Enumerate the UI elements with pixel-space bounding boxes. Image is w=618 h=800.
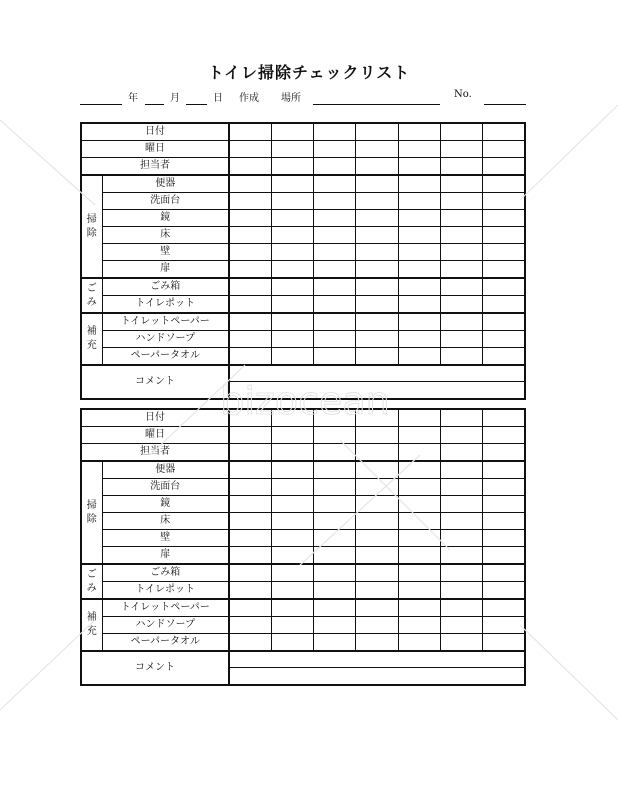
cell[interactable] [271, 582, 313, 600]
cell[interactable] [229, 513, 271, 530]
checklist-table-2 [80, 408, 526, 686]
cell[interactable] [356, 227, 398, 244]
cell[interactable] [356, 582, 398, 600]
place-field[interactable] [313, 89, 440, 105]
cell[interactable] [229, 244, 271, 261]
cell[interactable] [483, 227, 525, 244]
cell[interactable] [314, 193, 356, 210]
cell[interactable] [440, 496, 482, 513]
item-label: ハンドソープ [102, 617, 229, 634]
person-label: 担当者 [81, 444, 229, 462]
cell[interactable] [314, 599, 356, 617]
comment-label: コメント [81, 651, 229, 685]
cell[interactable] [271, 617, 313, 634]
cell[interactable] [229, 564, 271, 582]
table-row [81, 513, 525, 530]
weekday-row [81, 141, 525, 158]
cell[interactable] [483, 141, 525, 158]
cell[interactable] [356, 547, 398, 565]
cell[interactable] [440, 444, 482, 462]
supply-group-label: 補充 [81, 599, 102, 651]
day-field[interactable] [186, 89, 207, 105]
cell[interactable] [271, 210, 313, 227]
table-row [81, 530, 525, 547]
page-title: トイレ掃除チェックリスト [207, 63, 411, 82]
cell[interactable] [398, 210, 440, 227]
cell[interactable] [356, 348, 398, 366]
item-label: 床 [102, 227, 229, 244]
cell[interactable] [398, 564, 440, 582]
year-label: 年 [128, 93, 138, 104]
cell[interactable] [483, 461, 525, 479]
cell[interactable] [314, 444, 356, 462]
cell[interactable] [356, 261, 398, 279]
cell[interactable] [483, 409, 525, 427]
cell[interactable] [229, 175, 271, 193]
cell[interactable] [398, 634, 440, 652]
cell[interactable] [314, 479, 356, 496]
cell[interactable] [356, 444, 398, 462]
month-label: 月 [170, 93, 180, 104]
comment-field[interactable] [229, 651, 525, 685]
cell[interactable] [398, 530, 440, 547]
person-row [81, 444, 525, 462]
cell[interactable] [229, 158, 271, 176]
cell[interactable] [440, 461, 482, 479]
cell[interactable] [483, 348, 525, 366]
cell[interactable] [398, 244, 440, 261]
cell[interactable] [440, 244, 482, 261]
cell[interactable] [271, 193, 313, 210]
trash-group-label: ごみ [81, 278, 102, 313]
cell[interactable] [398, 175, 440, 193]
cell[interactable] [314, 634, 356, 652]
cell[interactable] [440, 123, 482, 141]
cell[interactable] [398, 479, 440, 496]
cell[interactable] [356, 244, 398, 261]
cell[interactable] [398, 313, 440, 331]
cell[interactable] [314, 244, 356, 261]
table-row [81, 227, 525, 244]
cell[interactable] [314, 296, 356, 314]
cell[interactable] [314, 210, 356, 227]
cell[interactable] [229, 530, 271, 547]
cell[interactable] [440, 617, 482, 634]
checklist-table-1 [80, 122, 526, 400]
cell[interactable] [271, 547, 313, 565]
comment-line[interactable] [230, 668, 524, 684]
cell[interactable] [398, 444, 440, 462]
cell[interactable] [440, 313, 482, 331]
cell[interactable] [356, 530, 398, 547]
cell[interactable] [356, 313, 398, 331]
cell[interactable] [271, 530, 313, 547]
month-field[interactable] [145, 89, 164, 105]
trash-group-label: ごみ [81, 564, 102, 599]
item-label: ハンドソープ [102, 331, 229, 348]
cell[interactable] [229, 193, 271, 210]
table-row [81, 564, 525, 582]
cell[interactable] [356, 599, 398, 617]
cell[interactable] [271, 227, 313, 244]
cell[interactable] [229, 210, 271, 227]
cell[interactable] [314, 331, 356, 348]
comment-row [81, 365, 525, 399]
cell[interactable] [440, 427, 482, 444]
cell[interactable] [314, 227, 356, 244]
cell[interactable] [229, 617, 271, 634]
date-row [81, 409, 525, 427]
cell[interactable] [314, 409, 356, 427]
item-label: 扉 [102, 547, 229, 565]
cell[interactable] [271, 348, 313, 366]
cell[interactable] [271, 427, 313, 444]
cell[interactable] [440, 348, 482, 366]
cell[interactable] [271, 513, 313, 530]
cell[interactable] [483, 278, 525, 296]
table-row [81, 175, 525, 193]
cell[interactable] [314, 427, 356, 444]
cell[interactable] [229, 313, 271, 331]
cell[interactable] [483, 564, 525, 582]
cleaning-group-label: 掃除 [81, 175, 102, 278]
cell[interactable] [229, 409, 271, 427]
cell[interactable] [229, 479, 271, 496]
comment-line[interactable] [230, 652, 524, 668]
cell[interactable] [483, 513, 525, 530]
cell[interactable] [229, 227, 271, 244]
cell[interactable] [356, 513, 398, 530]
comment-label: コメント [81, 365, 229, 399]
cell[interactable] [229, 261, 271, 279]
cell[interactable] [314, 513, 356, 530]
cell[interactable] [229, 123, 271, 141]
table-row [81, 599, 525, 617]
cell[interactable] [440, 193, 482, 210]
cell[interactable] [229, 461, 271, 479]
cell[interactable] [356, 123, 398, 141]
cell[interactable] [229, 582, 271, 600]
table-row [81, 210, 525, 227]
cell[interactable] [483, 210, 525, 227]
header-fields [80, 89, 526, 105]
date-label: 日付 [81, 409, 229, 427]
cell[interactable] [483, 193, 525, 210]
cell[interactable] [314, 564, 356, 582]
cell[interactable] [440, 564, 482, 582]
item-label: 便器 [102, 461, 229, 479]
cell[interactable] [483, 244, 525, 261]
cell[interactable] [314, 123, 356, 141]
cell[interactable] [314, 617, 356, 634]
cell[interactable] [483, 158, 525, 176]
comment-field[interactable] [229, 365, 525, 399]
table-row [81, 244, 525, 261]
cell[interactable] [271, 278, 313, 296]
cell[interactable] [356, 141, 398, 158]
watermark-text: bizocean [220, 379, 390, 423]
cell[interactable] [483, 634, 525, 652]
item-label: 鏡 [102, 210, 229, 227]
cell[interactable] [271, 444, 313, 462]
cell[interactable] [483, 427, 525, 444]
cell[interactable] [398, 278, 440, 296]
cell[interactable] [229, 331, 271, 348]
item-label: トイレットペーパー [102, 599, 229, 617]
cell[interactable] [229, 278, 271, 296]
cell[interactable] [271, 479, 313, 496]
cell[interactable] [483, 313, 525, 331]
cell[interactable] [229, 547, 271, 565]
cell[interactable] [271, 331, 313, 348]
item-label: ペーパータオル [102, 348, 229, 366]
cell[interactable] [483, 617, 525, 634]
cell[interactable] [356, 210, 398, 227]
comment-line[interactable] [230, 382, 524, 398]
table-row [81, 547, 525, 565]
number-label: No. [454, 89, 472, 100]
cell[interactable] [483, 599, 525, 617]
cell[interactable] [271, 123, 313, 141]
cell[interactable] [229, 427, 271, 444]
cell[interactable] [356, 331, 398, 348]
cell[interactable] [271, 261, 313, 279]
cell[interactable] [483, 296, 525, 314]
cell[interactable] [483, 123, 525, 141]
cell[interactable] [229, 634, 271, 652]
cell[interactable] [271, 599, 313, 617]
cell[interactable] [314, 261, 356, 279]
cell[interactable] [314, 348, 356, 366]
cell[interactable] [356, 427, 398, 444]
cell[interactable] [483, 261, 525, 279]
item-label: 洗面台 [102, 193, 229, 210]
item-label: ペーパータオル [102, 634, 229, 652]
cell[interactable] [483, 331, 525, 348]
cell[interactable] [271, 409, 313, 427]
cell[interactable] [440, 227, 482, 244]
table-row [81, 261, 525, 279]
cell[interactable] [483, 547, 525, 565]
table-row [81, 479, 525, 496]
cell[interactable] [356, 564, 398, 582]
cell[interactable] [356, 617, 398, 634]
cell[interactable] [271, 296, 313, 314]
item-label: 床 [102, 513, 229, 530]
cell[interactable] [314, 313, 356, 331]
cell[interactable] [271, 496, 313, 513]
cell[interactable] [483, 479, 525, 496]
cell[interactable] [314, 158, 356, 176]
cell[interactable] [229, 348, 271, 366]
cell[interactable] [398, 141, 440, 158]
cell[interactable] [271, 244, 313, 261]
cell[interactable] [398, 348, 440, 366]
cell[interactable] [271, 141, 313, 158]
cell[interactable] [356, 175, 398, 193]
created-label: 作成 [239, 93, 259, 104]
cell[interactable] [398, 296, 440, 314]
comment-line[interactable] [230, 366, 524, 382]
table-row [81, 461, 525, 479]
cell[interactable] [483, 444, 525, 462]
cell[interactable] [440, 513, 482, 530]
cell[interactable] [271, 634, 313, 652]
cell[interactable] [440, 409, 482, 427]
cell[interactable] [398, 261, 440, 279]
cell[interactable] [356, 479, 398, 496]
cell[interactable] [440, 634, 482, 652]
cell[interactable] [314, 461, 356, 479]
cell[interactable] [314, 141, 356, 158]
table-row [81, 496, 525, 513]
cell[interactable] [314, 496, 356, 513]
cell[interactable] [440, 261, 482, 279]
day-label: 日 [213, 93, 223, 104]
cell[interactable] [440, 582, 482, 600]
cell[interactable] [314, 278, 356, 296]
weekday-row [81, 427, 525, 444]
cell[interactable] [398, 496, 440, 513]
cell[interactable] [440, 530, 482, 547]
cell[interactable] [271, 175, 313, 193]
cell[interactable] [398, 617, 440, 634]
item-label: トイレポット [102, 296, 229, 314]
supply-group-label: 補充 [81, 313, 102, 365]
cell[interactable] [271, 313, 313, 331]
cell[interactable] [356, 278, 398, 296]
cell[interactable] [440, 599, 482, 617]
date-label: 日付 [81, 123, 229, 141]
table-row [81, 278, 525, 296]
cell[interactable] [356, 296, 398, 314]
cell[interactable] [440, 479, 482, 496]
cell[interactable] [440, 210, 482, 227]
cell[interactable] [398, 547, 440, 565]
cell[interactable] [440, 158, 482, 176]
cell[interactable] [398, 513, 440, 530]
comment-row [81, 651, 525, 685]
date-row [81, 123, 525, 141]
cell[interactable] [398, 193, 440, 210]
item-label: 洗面台 [102, 479, 229, 496]
table-row [81, 296, 525, 314]
person-row [81, 158, 525, 176]
cell[interactable] [356, 634, 398, 652]
cell[interactable] [271, 461, 313, 479]
cell[interactable] [440, 278, 482, 296]
cell[interactable] [483, 175, 525, 193]
cell[interactable] [398, 158, 440, 176]
table-row [81, 313, 525, 331]
cell[interactable] [398, 599, 440, 617]
item-label: 鏡 [102, 496, 229, 513]
table-row [81, 634, 525, 652]
cell[interactable] [229, 599, 271, 617]
table-row [81, 193, 525, 210]
place-label: 場所 [281, 93, 301, 104]
cleaning-group-label: 掃除 [81, 461, 102, 564]
weekday-label: 曜日 [81, 427, 229, 444]
item-label: 扉 [102, 261, 229, 279]
table-row [81, 348, 525, 366]
cell[interactable] [356, 193, 398, 210]
item-label: トイレポット [102, 582, 229, 600]
cell[interactable] [398, 227, 440, 244]
cell[interactable] [356, 461, 398, 479]
cell[interactable] [440, 331, 482, 348]
cell[interactable] [398, 123, 440, 141]
cell[interactable] [229, 496, 271, 513]
cell[interactable] [440, 547, 482, 565]
cell[interactable] [483, 530, 525, 547]
cell[interactable] [440, 175, 482, 193]
cell[interactable] [356, 409, 398, 427]
table-row [81, 617, 525, 634]
cell[interactable] [483, 582, 525, 600]
cell[interactable] [440, 296, 482, 314]
cell[interactable] [398, 331, 440, 348]
cell[interactable] [229, 141, 271, 158]
item-label: トイレットペーパー [102, 313, 229, 331]
cell[interactable] [356, 496, 398, 513]
person-label: 担当者 [81, 158, 229, 176]
cell[interactable] [483, 496, 525, 513]
cell[interactable] [398, 582, 440, 600]
cell[interactable] [314, 175, 356, 193]
weekday-label: 曜日 [81, 141, 229, 158]
cell[interactable] [314, 547, 356, 565]
cell[interactable] [314, 530, 356, 547]
cell[interactable] [314, 582, 356, 600]
item-label: 壁 [102, 244, 229, 261]
cell[interactable] [398, 427, 440, 444]
table-row [81, 331, 525, 348]
cell[interactable] [398, 461, 440, 479]
cell[interactable] [229, 296, 271, 314]
item-label: ごみ箱 [102, 278, 229, 296]
number-field[interactable] [484, 89, 526, 105]
year-field[interactable] [80, 89, 122, 105]
item-label: 便器 [102, 175, 229, 193]
cell[interactable] [440, 141, 482, 158]
cell[interactable] [356, 158, 398, 176]
table-row [81, 582, 525, 600]
item-label: 壁 [102, 530, 229, 547]
cell[interactable] [271, 564, 313, 582]
cell[interactable] [398, 409, 440, 427]
item-label: ごみ箱 [102, 564, 229, 582]
cell[interactable] [271, 158, 313, 176]
cell[interactable] [229, 444, 271, 462]
